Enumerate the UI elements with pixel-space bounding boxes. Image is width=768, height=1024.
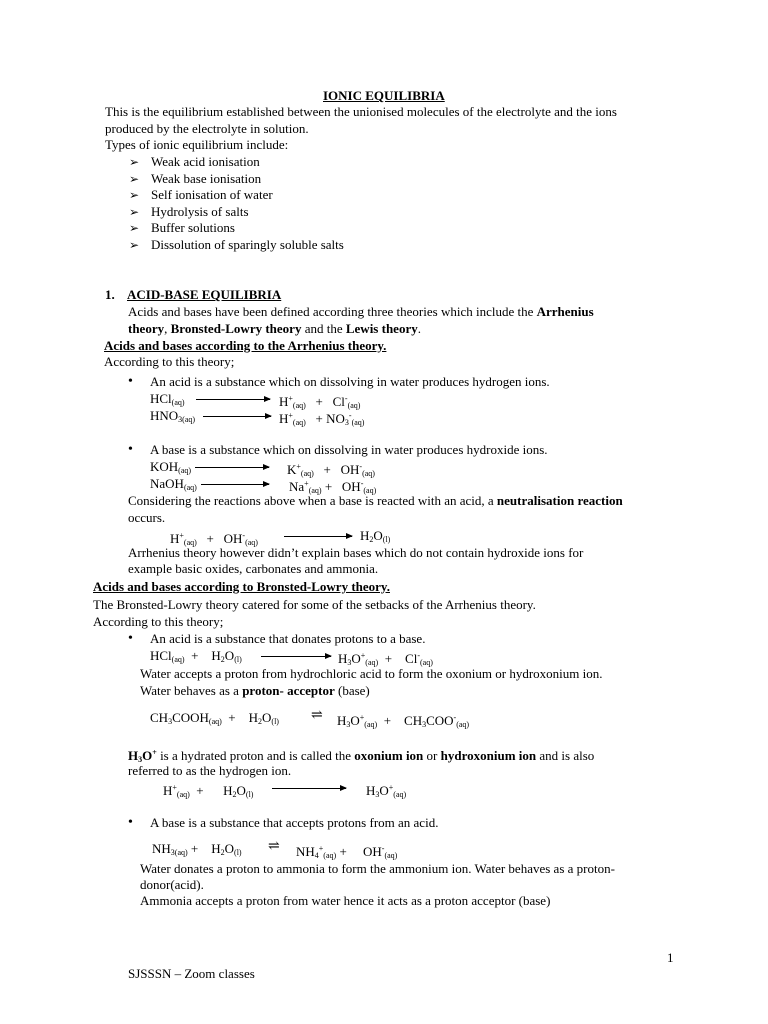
water-donates-line-2: donor(acid). xyxy=(140,877,204,892)
equation-hcl-arrhenius: HCl$_{(aq)}$ $H^+_{(aq)} + Cl^-_{(aq)}$ xyxy=(150,391,361,410)
section-heading: ACID-BASE EQUILIBRIA xyxy=(127,287,282,302)
arrow-icon xyxy=(261,656,331,657)
arrow-icon xyxy=(201,484,269,485)
equation-ammonia: $NH_{3(aq)}$ + $H_2O_{(l)}$ ⇌ $NH_4^+_{(aq)}$ + $OH^-_{(aq)}$ xyxy=(152,839,398,860)
equation-naoh: NaOH$_{(aq)}$ $Na^+_{(aq)} + OH^-_{(aq)}$ xyxy=(150,476,377,495)
equation-hydrated-proton: $H^+_{(aq)}$ + $H_2O_{(l)}$ $H_3O^+_{(aq)}$ xyxy=(163,783,407,799)
equation-koh: $KOH_{(aq)}$ $K^+_{(aq)} + OH^-_{(aq)}$ xyxy=(150,459,375,478)
bronsted-base-definition: • A base is a substance that accepts protons from an acid. xyxy=(150,815,438,831)
page-title: IONIC EQUILIBRIA xyxy=(323,88,445,103)
equation-hno3: $HNO_{3(aq)}$ $H^+_{(aq)} + NO_3^-_{(aq)}$ xyxy=(150,408,365,427)
water-donates-line-1: Water donates a proton to ammonia to form the ammonium ion. Water behaves as a proton- xyxy=(140,861,615,876)
arrhenius-heading: Acids and bases according to the Arrhenius theory. xyxy=(104,338,387,353)
arrow-icon xyxy=(272,788,346,789)
oxonium-line-1: $H_3O^+$ is a hydrated proton and is called the oxonium ion or hydroxonium ion and is also xyxy=(128,748,595,764)
arrhenius-base-definition: • A base is a substance which on dissolving in water produces hydroxide ions. xyxy=(150,442,548,458)
equilibrium-arrow-icon: ⇌ xyxy=(311,708,323,723)
water-behaves-text: Water behaves as a proton- acceptor (base) xyxy=(140,683,370,698)
arrhenius-according: According to this theory; xyxy=(104,354,235,369)
arrow-icon xyxy=(284,536,352,537)
bronsted-heading: Acids and bases according to Bronsted-Lowry theory. xyxy=(93,579,390,594)
bronsted-according: According to this theory; xyxy=(93,614,224,629)
intro-line-1: This is the equilibrium established between the unionised molecules of the electrolyte and the ions xyxy=(105,104,617,119)
page-number: 1 xyxy=(667,950,674,965)
equation-neutralisation: $H^+_{(aq)} + OH^-_{(aq)}$ $H_2O_{(l)}$ xyxy=(170,528,391,547)
section-number: 1. xyxy=(105,287,115,302)
list-item: ➢ Self ionisation of water xyxy=(151,187,273,203)
neutralisation-line-2: occurs. xyxy=(128,510,166,525)
intro-line-2: produced by the electrolyte in solution. xyxy=(105,121,309,136)
types-label: Types of ionic equilibrium include: xyxy=(105,137,289,152)
arrhenius-limit-line-1: Arrhenius theory however didn’t explain bases which do not contain hydroxide ions for xyxy=(128,545,584,560)
list-item: ➢ Dissolution of sparingly soluble salts xyxy=(151,237,344,253)
ammonia-accepts-text: Ammonia accepts a proton from water hence it acts as a proton acceptor (base) xyxy=(140,893,551,908)
list-item: ➢ Buffer solutions xyxy=(151,220,235,236)
list-item: ➢ Weak acid ionisation xyxy=(151,154,260,170)
water-accepts-text: Water accepts a proton from hydrochloric acid to form the oxonium or hydroxonium ion. xyxy=(140,666,603,681)
equation-hcl-water: HCl$_{(aq)}$ + $H_2O_{(l)}$ $H_3O^+_{(aq)}$ + $Cl^-_{(aq)}$ xyxy=(150,648,433,667)
list-item: ➢ Weak base ionisation xyxy=(151,171,261,187)
section-paragraph-line-2: theory, Bronsted-Lowry theory and the Lewis theory. xyxy=(128,321,421,336)
section-paragraph-line-1: Acids and bases have been defined according three theories which include the Arrhenius xyxy=(128,304,594,319)
arrow-icon xyxy=(195,467,269,468)
neutralisation-line-1: Considering the reactions above when a base is reacted with an acid, a neutralisation reaction xyxy=(128,493,623,508)
bronsted-acid-definition: • An acid is a substance that donates protons to a base. xyxy=(150,631,425,647)
arrow-icon xyxy=(203,416,271,417)
bronsted-intro: The Bronsted-Lowry theory catered for some of the setbacks of the Arrhenius theory. xyxy=(93,597,536,612)
arrhenius-limit-line-2: example basic oxides, carbonates and ammonia. xyxy=(128,561,379,576)
footer-label: SJSSSN – Zoom classes xyxy=(128,966,255,981)
equilibrium-arrow-icon: ⇌ xyxy=(268,839,280,854)
equation-ethanoic-acid: $CH_3COOH_{(aq)}$ + $H_2O_{(l)}$ ⇌ $H_3O^+_{(aq)}$ + $CH_3COO^-_{(aq)}$ xyxy=(150,708,470,729)
list-item: ➢ Hydrolysis of salts xyxy=(151,204,249,220)
oxonium-line-2: referred to as the hydrogen ion. xyxy=(128,763,292,778)
arrhenius-acid-definition: • An acid is a substance which on dissolving in water produces hydrogen ions. xyxy=(150,374,550,390)
arrow-icon xyxy=(196,399,270,400)
